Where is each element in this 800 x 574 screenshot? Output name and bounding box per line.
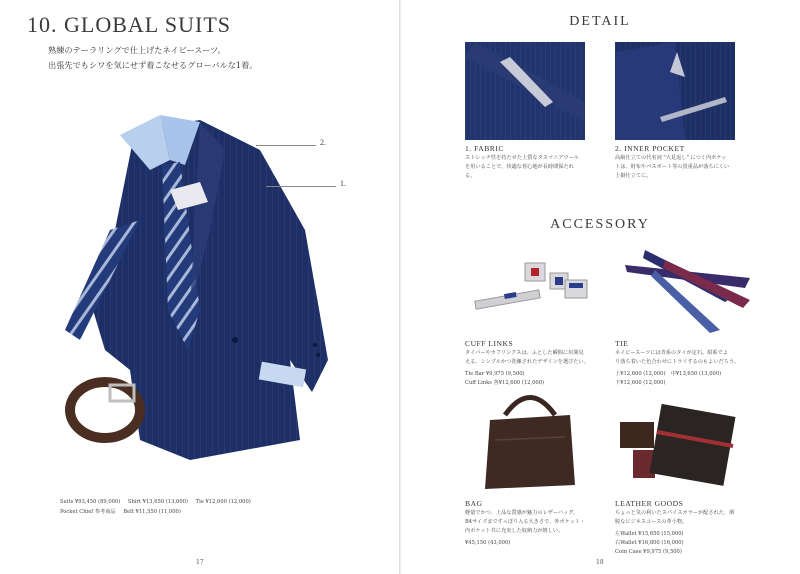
page-number-left: 17 bbox=[196, 559, 204, 566]
cufflinks-price: Tie Bar ¥9,975 (9,500) bbox=[465, 371, 525, 377]
leather-goods-price: 右Wallet ¥16,800 (16,000) bbox=[615, 540, 684, 546]
price-shirt: Shirt ¥13,650 (13,000) bbox=[127, 499, 188, 505]
callout-line-2 bbox=[256, 145, 316, 146]
fabric-text-line: る。 bbox=[465, 173, 476, 179]
price-line-2 bbox=[60, 507, 257, 517]
callout-2: 2. bbox=[320, 138, 326, 147]
callout-line-1 bbox=[266, 186, 336, 187]
leather-goods-text-line: 脱なビジネスユースの革小物。 bbox=[615, 519, 688, 525]
leather-goods-text bbox=[615, 509, 755, 557]
price-suits: Suits ¥93,450 (89,000) bbox=[60, 499, 121, 505]
detail-heading: DETAIL bbox=[569, 14, 631, 29]
lead-line-2: 出張先でもシワを気にせず着こなせるグローバルな1着。 bbox=[48, 60, 258, 70]
price-line-1 bbox=[60, 497, 257, 507]
fabric-text-line: を用いることで、快適な着心地が長時間保たれ bbox=[465, 164, 574, 170]
tie-text bbox=[615, 349, 755, 388]
cufflinks-text-line: える、シンプルかつ洗練されたデザインを選びたい。 bbox=[465, 359, 589, 365]
tie-label: TIE bbox=[615, 339, 629, 348]
inner-pocket-text-line: トは、財布やパスポート等の貴重品が落ちにくい bbox=[615, 164, 730, 170]
accessory-heading: ACCESSORY bbox=[550, 217, 650, 232]
leather-goods-text-line: ちょっと気の利いたスパイスカラーが配された、洒 bbox=[615, 510, 735, 516]
inner-pocket-text bbox=[615, 154, 745, 181]
tie-text-line: り落ち着いた色合わせにトライするのもよいだろう。 bbox=[615, 359, 740, 365]
leather-goods-label: LEATHER GOODS bbox=[615, 499, 684, 508]
inner-pocket-label: 2. INNER POCKET bbox=[615, 144, 685, 153]
cufflinks-text-line: タイバーやカフリンクスは、ふとした瞬間に垣間見 bbox=[465, 350, 584, 356]
fabric-text bbox=[465, 154, 595, 181]
leather-goods-price: Coin Case ¥9,975 (9,500) bbox=[615, 549, 682, 555]
page-number-right: 18 bbox=[596, 559, 604, 566]
cufflinks-label: CUFF LINKS bbox=[465, 339, 514, 348]
bag-text-line: 内ポケット共に充実した収納力が嬉しい。 bbox=[465, 528, 564, 534]
cufflinks-text bbox=[465, 349, 605, 388]
bag-text-line: B4サイズまですっぽり入る大きさで、外ポケット・ bbox=[465, 519, 586, 525]
tie-price: 上¥12,600 (12,000) 中¥13,650 (13,000) bbox=[615, 371, 722, 377]
leather-goods-photo bbox=[615, 400, 745, 490]
bag-photo bbox=[475, 385, 585, 493]
price-pocket-chief: Pocket Chief 参考商品 bbox=[60, 509, 116, 515]
suit-photo bbox=[50, 110, 350, 470]
suit-prices bbox=[60, 497, 257, 517]
lead-line-1: 熟練のテーラリングで仕上げたネイビースーツ。 bbox=[48, 45, 226, 55]
lead-text bbox=[48, 43, 258, 73]
inner-pocket-text-line: 高級仕立ての代名詞 "大見返し" につく内ポケッ bbox=[615, 155, 727, 161]
price-tie: Tie ¥12,600 (12,000) bbox=[195, 499, 251, 505]
page-title: 10. GLOBAL SUITS bbox=[27, 12, 232, 37]
right-page bbox=[400, 0, 800, 574]
left-page bbox=[0, 0, 399, 574]
inner-pocket-text-line: 上掛仕立てに。 bbox=[615, 173, 652, 179]
callout-1: 1. bbox=[340, 179, 346, 188]
inner-pocket-photo bbox=[615, 42, 735, 140]
ties-photo bbox=[615, 240, 755, 335]
leather-goods-price: 左Wallet ¥15,650 (15,000) bbox=[615, 531, 684, 537]
tie-text-line: ネイビースーツには青系のタイが定石。紺系でよ bbox=[615, 350, 728, 356]
bag-text-line: 軽量でかつ、上品な質感が魅力のレザーバッグ。 bbox=[465, 510, 579, 516]
bag-price: ¥45,150 (43,000) bbox=[465, 540, 511, 546]
tie-price: 下¥12,600 (12,000) bbox=[615, 380, 666, 386]
fabric-photo bbox=[465, 42, 585, 140]
fabric-label: 1. FABRIC bbox=[465, 144, 504, 153]
cufflinks-price: Cuff Links 各¥12,600 (12,000) bbox=[465, 380, 545, 386]
fabric-text-line: ストレッチ性を持たせた上質なタスマニアウール bbox=[465, 155, 579, 161]
price-belt: Belt ¥11,550 (11,000) bbox=[123, 509, 181, 515]
bag-label: BAG bbox=[465, 499, 483, 508]
cufflinks-photo bbox=[465, 258, 595, 328]
bag-text bbox=[465, 509, 605, 548]
